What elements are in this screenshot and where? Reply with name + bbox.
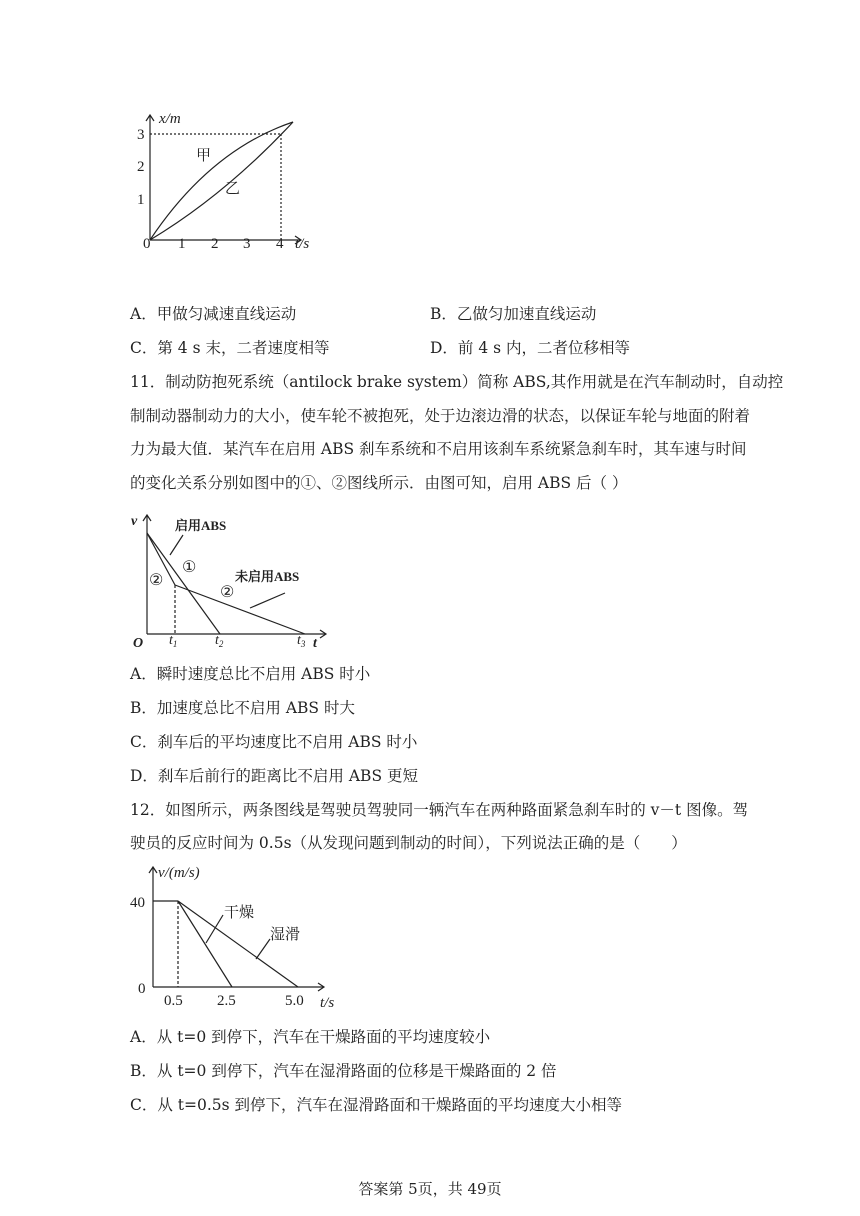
page-footer: 答案第 5页，共 49页 [358, 1180, 502, 1198]
x-axis-label: t/s [320, 995, 335, 1011]
label-no-abs: 未启用ABS [235, 569, 300, 584]
x-tick-2: 2 [211, 236, 219, 252]
q12-option-a: A．从 t=0 到停下，汽车在干燥路面的平均速度较小 [130, 1028, 491, 1046]
q11-option-c: C．刹车后的平均速度比不启用 ABS 时小 [130, 733, 418, 751]
x-tick-3: 3 [243, 236, 251, 252]
figure-q11-abs-graph [125, 505, 340, 655]
y-axis-label: x/m [159, 111, 181, 127]
mark-2-left: ② [149, 572, 164, 589]
label-yi: 乙 [225, 181, 241, 197]
y-axis-label: v/(m/s) [158, 865, 200, 881]
q12-option-c: C．从 t=0.5s 到停下，汽车在湿滑路面和干燥路面的平均速度大小相等 [130, 1096, 623, 1114]
label-wet: 湿滑 [270, 927, 301, 943]
y-tick-2: 2 [137, 159, 145, 175]
q11-line-1: 11．制动防抱死系统（antilock brake system）简称 ABS,其作用就是在汽车制动时，自动控 [130, 373, 784, 391]
q11-line-2: 制制动器制动力的大小，使车轮不被抱死，处于边滚边滑的状态，以保证车轮与地面的附着 [130, 407, 751, 425]
pointer-no-abs [250, 593, 285, 608]
y-tick-3: 3 [137, 127, 145, 143]
q11-line-4: 的变化关系分别如图中的①、②图线所示．由图可知，启用 ABS 后（ ） [130, 474, 628, 492]
pointer-dry [206, 915, 223, 943]
x-tick-1: 1 [178, 236, 186, 252]
pointer-wet [256, 939, 270, 959]
q11-option-a: A．瞬时速度总比不启用 ABS 时小 [130, 665, 371, 683]
origin-label: 0 [143, 236, 151, 252]
y-tick-0: 0 [138, 981, 146, 997]
origin-label: O [133, 636, 144, 651]
figure-q10-xt-graph [125, 100, 325, 260]
pointer-abs [170, 535, 183, 555]
x-tick-2-5: 2.5 [217, 993, 236, 1009]
y-tick-1: 1 [137, 192, 145, 208]
q10-option-d: D．前 4 s 内，二者位移相等 [430, 339, 631, 357]
q12-line-1: 12．如图所示，两条图线是驾驶员驾驶同一辆汽车在两种路面紧急刹车时的 v－t 图像。驾 [130, 801, 749, 819]
q11-option-b: B．加速度总比不启用 ABS 时大 [130, 699, 355, 717]
x-tick-4: 4 [276, 236, 284, 252]
q10-option-c: C．第 4 s 末，二者速度相等 [130, 339, 330, 357]
curve-jia [150, 122, 293, 240]
figure-q12-road-graph [128, 855, 353, 1015]
x-axis-label: t [313, 636, 317, 651]
label-abs: 启用ABS [175, 518, 227, 533]
q12-line-2: 驶员的反应时间为 0.5s（从发现问题到制动的时间），下列说法正确的是（ ） [130, 834, 687, 852]
x-tick-5-0: 5.0 [285, 993, 304, 1009]
label-jia: 甲 [196, 148, 212, 164]
line-no-abs-gentle [175, 585, 305, 634]
q11-line-3: 力为最大值．某汽车在启用 ABS 刹车系统和不启用该刹车系统紧急刹车时，其车速与时间 [130, 440, 747, 458]
t2-label: $t_2$ [215, 633, 224, 649]
y-axis-label: v [131, 514, 138, 529]
mark-2-right: ② [220, 584, 235, 601]
curve-yi [150, 122, 293, 240]
t1-label: $t_1$ [169, 633, 178, 649]
q11-option-d: D．刹车后前行的距离比不启用 ABS 更短 [130, 767, 418, 785]
x-tick-0-5: 0.5 [164, 993, 183, 1009]
label-dry: 干燥 [224, 905, 255, 921]
q10-option-a: A．甲做匀减速直线运动 [130, 305, 297, 323]
mark-1: ① [182, 559, 197, 576]
q10-option-b: B．乙做匀加速直线运动 [430, 305, 597, 323]
q12-option-b: B．从 t=0 到停下，汽车在湿滑路面的位移是干燥路面的 2 倍 [130, 1062, 557, 1080]
y-tick-40: 40 [130, 895, 145, 911]
x-axis-label: t/s [295, 236, 310, 252]
t3-label: $t_3$ [297, 633, 306, 649]
